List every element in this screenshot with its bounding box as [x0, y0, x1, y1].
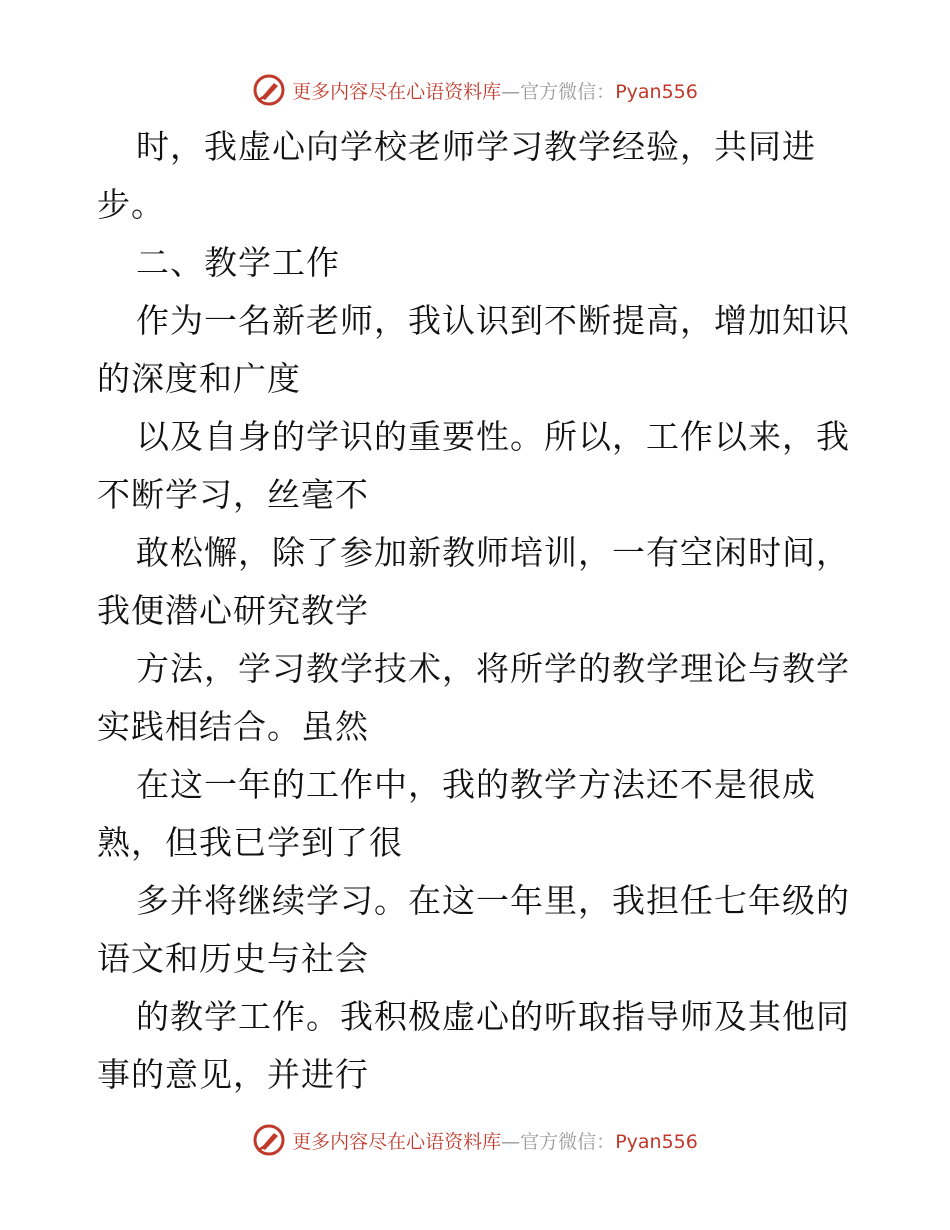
text-line: 以及自身的学识的重要性。所以，工作以来，我 [136, 417, 850, 456]
watermark-text [292, 77, 698, 104]
quill-pen-seal-icon [252, 1123, 286, 1157]
watermark-wechat-id: Pyan556 [615, 80, 698, 103]
text-line: 敢松懈，除了参加新教师培训，一有空闲时间， [136, 533, 850, 572]
watermark-separator: — [501, 1130, 521, 1153]
watermark-part2: 官方微信： [520, 1130, 616, 1153]
text-line: 熟，但我已学到了很 [97, 823, 403, 862]
footer-watermark [0, 1120, 950, 1160]
text-line: 时，我虚心向学校老师学习教学经验，共同进 [136, 127, 816, 166]
text-line: 多并将继续学习。在这一年里，我担任七年级的 [136, 881, 850, 920]
watermark-part1: 更多内容尽在心语资料库 [292, 1130, 502, 1153]
text-line: 在这一年的工作中，我的教学方法还不是很成 [136, 765, 816, 804]
header-watermark [0, 70, 950, 110]
text-line: 的深度和广度 [97, 359, 301, 398]
text-line: 作为一名新老师，我认识到不断提高，增加知识 [136, 301, 850, 340]
text-line: 事的意见，并进行 [97, 1055, 369, 1094]
watermark-wechat-id: Pyan556 [615, 1130, 698, 1153]
text-line: 的教学工作。我积极虚心的听取指导师及其他同 [136, 997, 850, 1036]
watermark-part2: 官方微信： [520, 80, 616, 103]
watermark-text [292, 1127, 698, 1154]
text-line: 二、教学工作 [136, 243, 340, 282]
text-line: 不断学习，丝毫不 [97, 475, 369, 514]
watermark-part1: 更多内容尽在心语资料库 [292, 80, 502, 103]
text-line: 步。 [97, 185, 165, 224]
text-line: 我便潜心研究教学 [97, 591, 369, 630]
quill-pen-seal-icon [252, 73, 286, 107]
text-line: 实践相结合。虽然 [97, 707, 369, 746]
document-body [97, 118, 857, 1104]
text-line: 方法，学习教学技术，将所学的教学理论与教学 [136, 649, 850, 688]
watermark-separator: — [501, 80, 521, 103]
text-line: 语文和历史与社会 [97, 939, 369, 978]
